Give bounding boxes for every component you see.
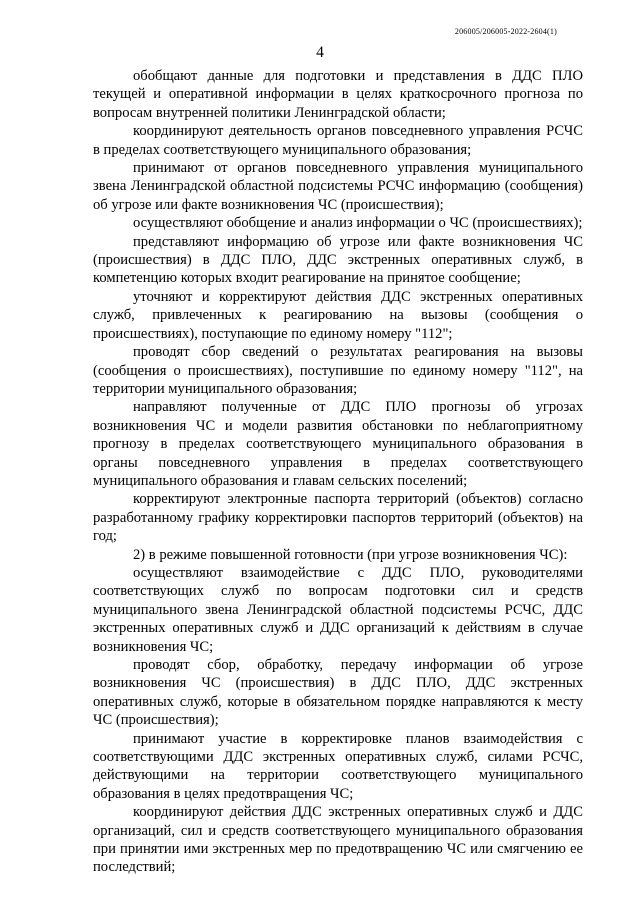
document-id: 206005/206005-2022-2604(1) xyxy=(454,27,557,36)
paragraph: проводят сбор, обработку, передачу информации об угрозе возникновения ЧС (происшествия) в ДДС ПЛО, ДДС экстренных оперативных служб, которые в обязательном порядке направляются к месту ЧС (происшествия); xyxy=(93,657,583,729)
paragraph: проводят сбор сведений о результатах реагирования на вызовы (сообщения о происшествиях), поступившие по единому номеру "112", на территории муниципального образования; xyxy=(93,344,583,397)
paragraph: направляют полученные от ДДС ПЛО прогнозы об угрозах возникновения ЧС и модели развития обстановки по неблагоприятному прогнозу в пределах соответствующего муниципального образования в органы повседневного управления в пределах соответствующего муниципального образования и главам сельских поселений; xyxy=(93,399,583,489)
paragraph: координируют действия ДДС экстренных оперативных служб и ДДС организаций, сил и средств соответствующего муниципального образования при принятии ими экстренных мер по предотвращению ЧС или смягчению ее последствий; xyxy=(93,804,583,876)
section-heading: 2) в режиме повышенной готовности (при угрозе возникновения ЧС): xyxy=(133,546,568,563)
paragraph: уточняют и корректируют действия ДДС экстренных оперативных служб, привлеченных к реагированию на вызовы (сообщения о происшествиях), поступающие по единому номеру "112"; xyxy=(93,288,583,342)
paragraph: корректируют электронные паспорта территорий (объектов) согласно разработанному графику корректировки паспортов территорий (объектов) на год; xyxy=(93,491,583,545)
paragraph: осуществляют взаимодействие с ДДС ПЛО, руководителями соответствующих служб по вопросам подготовки сил и средств муниципального звена Ленинградской областной подсистемы РСЧС, ДДС экстренных оперативных служб и ДДС организаций к действиям в случае возникновения ЧС; xyxy=(93,564,583,655)
paragraph: представляют информацию об угрозе или факте возникновения ЧС (происшествия) в ДДС ПЛО, ДДС экстренных оперативных служб, в компетенцию которых входит реагирование на принятое сообщение; xyxy=(93,233,583,287)
document-body xyxy=(93,67,583,877)
paragraph: координируют деятельность органов повседневного управления РСЧС в пределах соответствующего муниципального образования; xyxy=(93,123,583,158)
paragraph: принимают от органов повседневного управления муниципального звена Ленинградской областной подсистемы РСЧС информацию (сообщения) об угрозе или факте возникновения ЧС (происшествия); xyxy=(93,160,583,213)
paragraph: осуществляют обобщение и анализ информации о ЧС (происшествиях); xyxy=(133,215,583,232)
page-number: 4 xyxy=(316,44,324,61)
paragraph: принимают участие в корректировке планов взаимодействия с соответствующими ДДС экстренных оперативных служб, силами РСЧС, действующими на территории соответствующего муниципального образования в целях предотвращения ЧС; xyxy=(93,730,583,802)
paragraph: обобщают данные для подготовки и представления в ДДС ПЛО текущей и оперативной информации в целях краткосрочного прогноза по вопросам внутренней политики Ленинградской области; xyxy=(93,68,583,121)
